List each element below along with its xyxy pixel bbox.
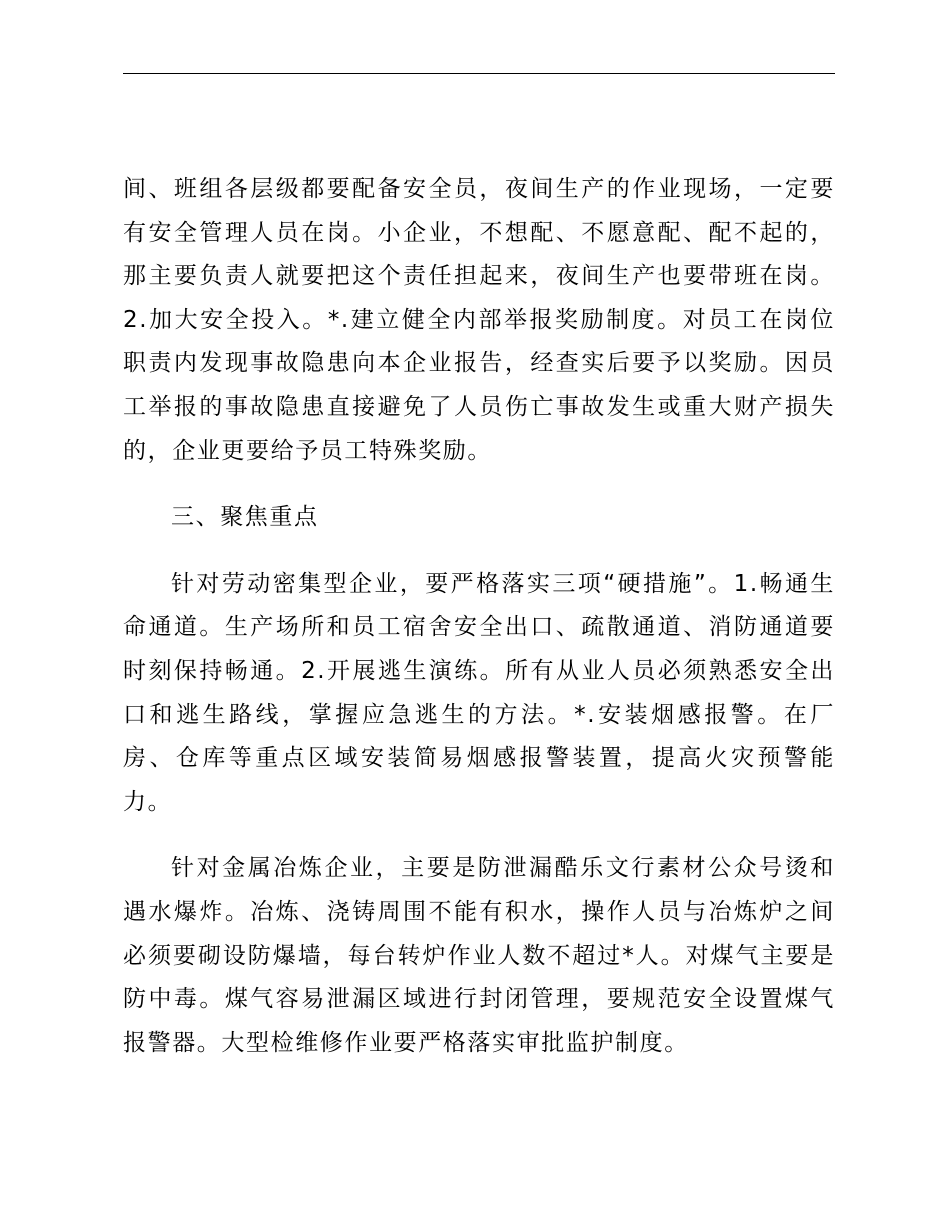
paragraph-gap	[123, 540, 835, 563]
text-line: 间、班组各层级都要配备安全员，夜间生产的作业现场，一定要	[123, 176, 835, 202]
text-line: 2.加大安全投入。*.建立健全内部举报奖励制度。对员工在岗位	[123, 306, 835, 333]
text-line: 工举报的事故隐患直接避免了人员伤亡事故发生或重大财产损失	[123, 393, 835, 420]
text-line: 遇水爆炸。冶炼、浇铸周围不能有积水，操作人员与冶炼炉之间	[123, 898, 835, 925]
paragraph-metal-smelting	[123, 847, 835, 1065]
paragraph-safety-staffing	[123, 168, 835, 473]
text-line: 报警器。大型检维修作业要严格落实审批监护制度。	[123, 1029, 689, 1056]
text-line: 房、仓库等重点区域安装简易烟感报警装置，提高火灾预警能	[123, 745, 835, 772]
heading-text: 三、聚焦重点	[171, 504, 319, 531]
text-line: 时刻保持畅通。2.开展逃生演练。所有从业人员必须熟悉安全出	[123, 657, 835, 684]
section-heading	[123, 496, 835, 540]
text-line: 针对劳动密集型企业，要严格落实三项“硬措施”。1.畅通生	[171, 570, 835, 597]
text-line: 口和逃生路线，掌握应急逃生的方法。*.安装烟感报警。在厂	[123, 701, 835, 728]
text-line: 防中毒。煤气容易泄漏区域进行封闭管理，要规范安全设置煤气	[123, 986, 835, 1013]
text-line: 必须要砌设防爆墙，每台转炉作业人数不超过*人。对煤气主要是	[123, 942, 835, 969]
text-line: 有安全管理人员在岗。小企业，不想配、不愿意配、配不起的，	[123, 219, 835, 246]
text-line: 针对金属冶炼企业，主要是防泄漏酷乐文行素材公众号烫和	[171, 855, 835, 882]
text-line: 命通道。生产场所和员工宿舍安全出口、疏散通道、消防通道要	[123, 614, 835, 641]
header-rule	[123, 73, 835, 74]
paragraph-gap	[123, 473, 835, 496]
text-line: 力。	[123, 788, 173, 815]
text-line: 的，企业更要给予员工特殊奖励。	[123, 437, 492, 464]
text-line: 那主要负责人就要把这个责任担起来，夜间生产也要带班在岗。	[123, 263, 835, 290]
text-line: 职责内发现事故隐患向本企业报告，经查实后要予以奖励。因员	[123, 350, 835, 377]
body-text	[123, 168, 835, 1065]
paragraph-gap	[123, 824, 835, 847]
paragraph-labor-intensive	[123, 563, 835, 825]
